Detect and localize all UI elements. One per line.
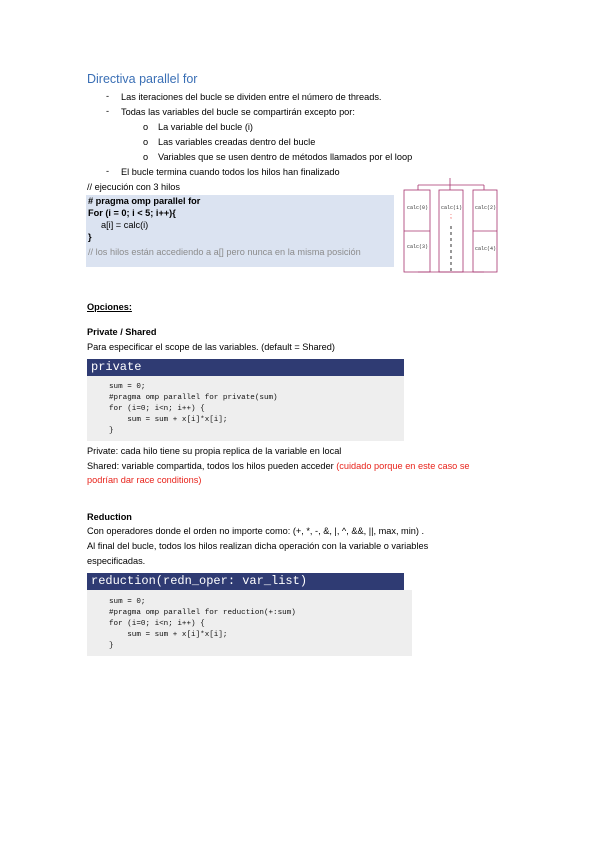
options-title: Opciones: (87, 302, 132, 312)
subbullet-text: La variable del bucle (i) (158, 122, 253, 132)
code-line: #pragma omp parallel for private(sum) (109, 394, 278, 402)
code-line: for (i=0; i<n; i++) { (109, 620, 205, 628)
diagram-cell: calc(0) (407, 205, 429, 211)
shared-warning: (cuidado porque en este caso se (336, 461, 470, 471)
diagram-cell: calc(3) (407, 244, 429, 250)
diagram-marker: ; (450, 213, 452, 220)
reduction-bar: reduction(redn_oper: var_list) (87, 573, 404, 590)
private-explanation: Private: cada hilo tiene su propia replica de la variable en local (87, 446, 342, 456)
code-line: a[i] = calc(i) (101, 220, 149, 230)
code-line: } (88, 232, 92, 242)
subbullet-marker: o (143, 122, 149, 132)
subbullet-text: Variables que se usen dentro de métodos llamados por el loop (158, 152, 413, 162)
code-line: } (109, 642, 114, 650)
bullet-dash: - (106, 106, 110, 116)
exec-comment: // ejecución con 3 hilos (87, 182, 180, 192)
private-bar: private (87, 359, 404, 376)
diagram-cell: calc(4) (475, 246, 497, 252)
code-line: sum = 0; (109, 598, 146, 606)
reduction-title: Reduction (87, 512, 132, 522)
code-line: for (i=0; i<n; i++) { (109, 405, 205, 413)
subbullet-marker: o (143, 137, 149, 147)
bullet-dash: - (106, 166, 110, 176)
subbullet-text: Las variables creadas dentro del bucle (158, 137, 316, 147)
private-shared-desc: Para especificar el scope de las variables. (default = Shared) (87, 342, 335, 352)
reduction-desc: Con operadores donde el orden no importe como: (+, *, -, &, |, ^, &&, ||, max, min) . (87, 526, 425, 536)
shared-warning-cont: podrían dar race conditions) (87, 475, 202, 485)
diagram-cell: calc(2) (475, 205, 497, 211)
subbullet-marker: o (143, 152, 149, 162)
private-shared-title: Private / Shared (87, 327, 157, 337)
shared-explanation (87, 459, 470, 474)
code-line: } (109, 427, 114, 435)
code-line: sum = sum + x[i]*x[i]; (109, 416, 228, 424)
bullet-text: Todas las variables del bucle se compartirán excepto por: (121, 107, 355, 117)
reduction-desc: Al final del bucle, todos los hilos realizan dicha operación con la variable o variables (87, 541, 429, 551)
bullet-dash: - (106, 91, 110, 101)
diagram-cell: calc(1) (441, 205, 463, 211)
code-line: sum = 0; (109, 383, 146, 391)
reduction-desc: especificadas. (87, 556, 146, 566)
code-comment: // los hilos están accediendo a a[] pero nunca en la misma posición (88, 247, 361, 257)
code-line: #pragma omp parallel for reduction(+:sum) (109, 609, 296, 617)
code-line: For (i = 0; i < 5; i++){ (88, 208, 176, 218)
bullet-text: El bucle termina cuando todos los hilos han finalizado (121, 167, 340, 177)
code-line: sum = sum + x[i]*x[i]; (109, 631, 228, 639)
code-line: # pragma omp parallel for (88, 196, 201, 206)
thread-diagram (402, 178, 499, 276)
bullet-text: Las iteraciones del bucle se dividen entre el número de threads. (121, 92, 382, 102)
section-title-parallel-for: Directiva parallel for (87, 72, 198, 86)
shared-text: Shared: variable compartida, todos los hilos pueden acceder (87, 461, 337, 471)
